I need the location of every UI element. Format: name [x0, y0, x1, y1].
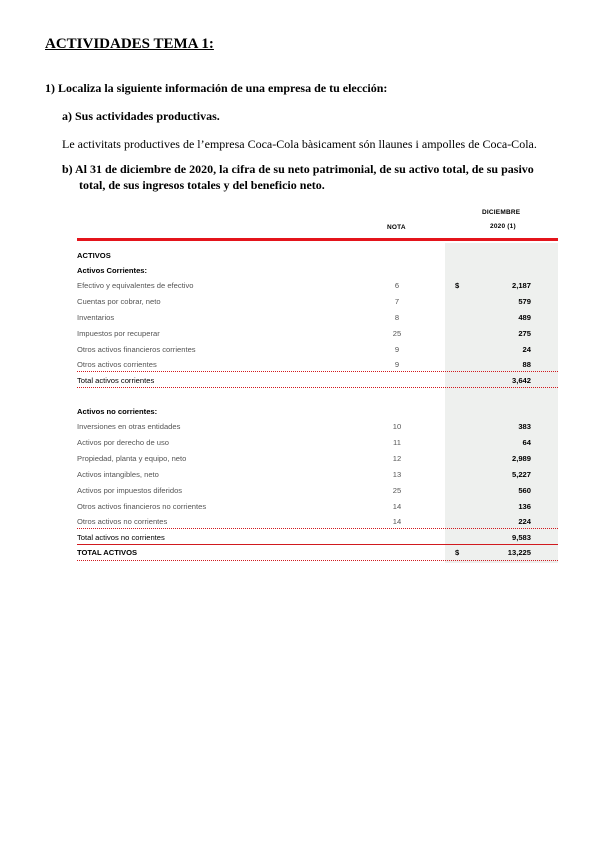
row-separator: [77, 387, 558, 388]
table-row: Propiedad, planta y equipo, neto 12 2,989: [77, 454, 531, 463]
corrientes-heading: Activos Corrientes:: [77, 266, 148, 275]
activos-heading: ACTIVOS: [77, 251, 111, 260]
header-period: DICIEMBRE: [482, 209, 521, 216]
part-b-heading: [62, 161, 552, 193]
header-nota: NOTA: [387, 224, 406, 231]
table-row: Activos por derecho de uso 11 64: [77, 438, 531, 447]
no-corrientes-heading: Activos no corrientes:: [77, 407, 158, 416]
table-row: Otros activos financieros no corrientes 14 136: [77, 502, 531, 511]
table-row: Efectivo y equivalentes de efectivo 6 $ 2,187: [77, 281, 531, 290]
header-red-rule: [77, 238, 558, 241]
table-row: Activos intangibles, neto 13 5,227: [77, 470, 531, 479]
part-b-line-1: b) Al 31 de diciembre de 2020, la cifra de su neto patrimonial, de su activo total, de su pasivo: [62, 162, 534, 176]
table-row: Inventarios 8 489: [77, 313, 531, 322]
part-b-line-2: total, de sus ingresos totales y del beneficio neto.: [79, 178, 325, 192]
total-corrientes-row: Total activos corrientes 3,642: [77, 376, 531, 385]
total-activos-row: TOTAL ACTIVOS $ 13,225: [77, 548, 531, 557]
table-row: Cuentas por cobrar, neto 7 579: [77, 297, 531, 306]
table-row: Inversiones en otras entidades 10 383: [77, 422, 531, 431]
row-separator: [77, 371, 558, 372]
header-year: 2020 (1): [490, 223, 516, 230]
table-row: Impuestos por recuperar 25 275: [77, 329, 531, 338]
part-a-answer: Le activitats productives de l’empresa Coca-Cola bàsicament són llaunes i ampolles de Coca-Cola.: [62, 137, 537, 151]
question-1: 1) Localiza la siguiente información de una empresa de tu elección:: [45, 81, 388, 95]
row-separator: [77, 560, 558, 561]
table-row: Activos por impuestos diferidos 25 560: [77, 486, 531, 495]
table-row: Otros activos corrientes 9 88: [77, 360, 531, 369]
table-row: Otros activos no corrientes 14 224: [77, 517, 531, 526]
row-separator: [77, 528, 558, 529]
part-a-heading: a) Sus actividades productivas.: [62, 109, 220, 123]
page-title: ACTIVIDADES TEMA 1:: [45, 36, 214, 52]
total-no-corrientes-row: Total activos no corrientes 9,583: [77, 533, 531, 542]
table-row: Otros activos financieros corrientes 9 24: [77, 345, 531, 354]
balance-sheet-image: [77, 205, 558, 563]
